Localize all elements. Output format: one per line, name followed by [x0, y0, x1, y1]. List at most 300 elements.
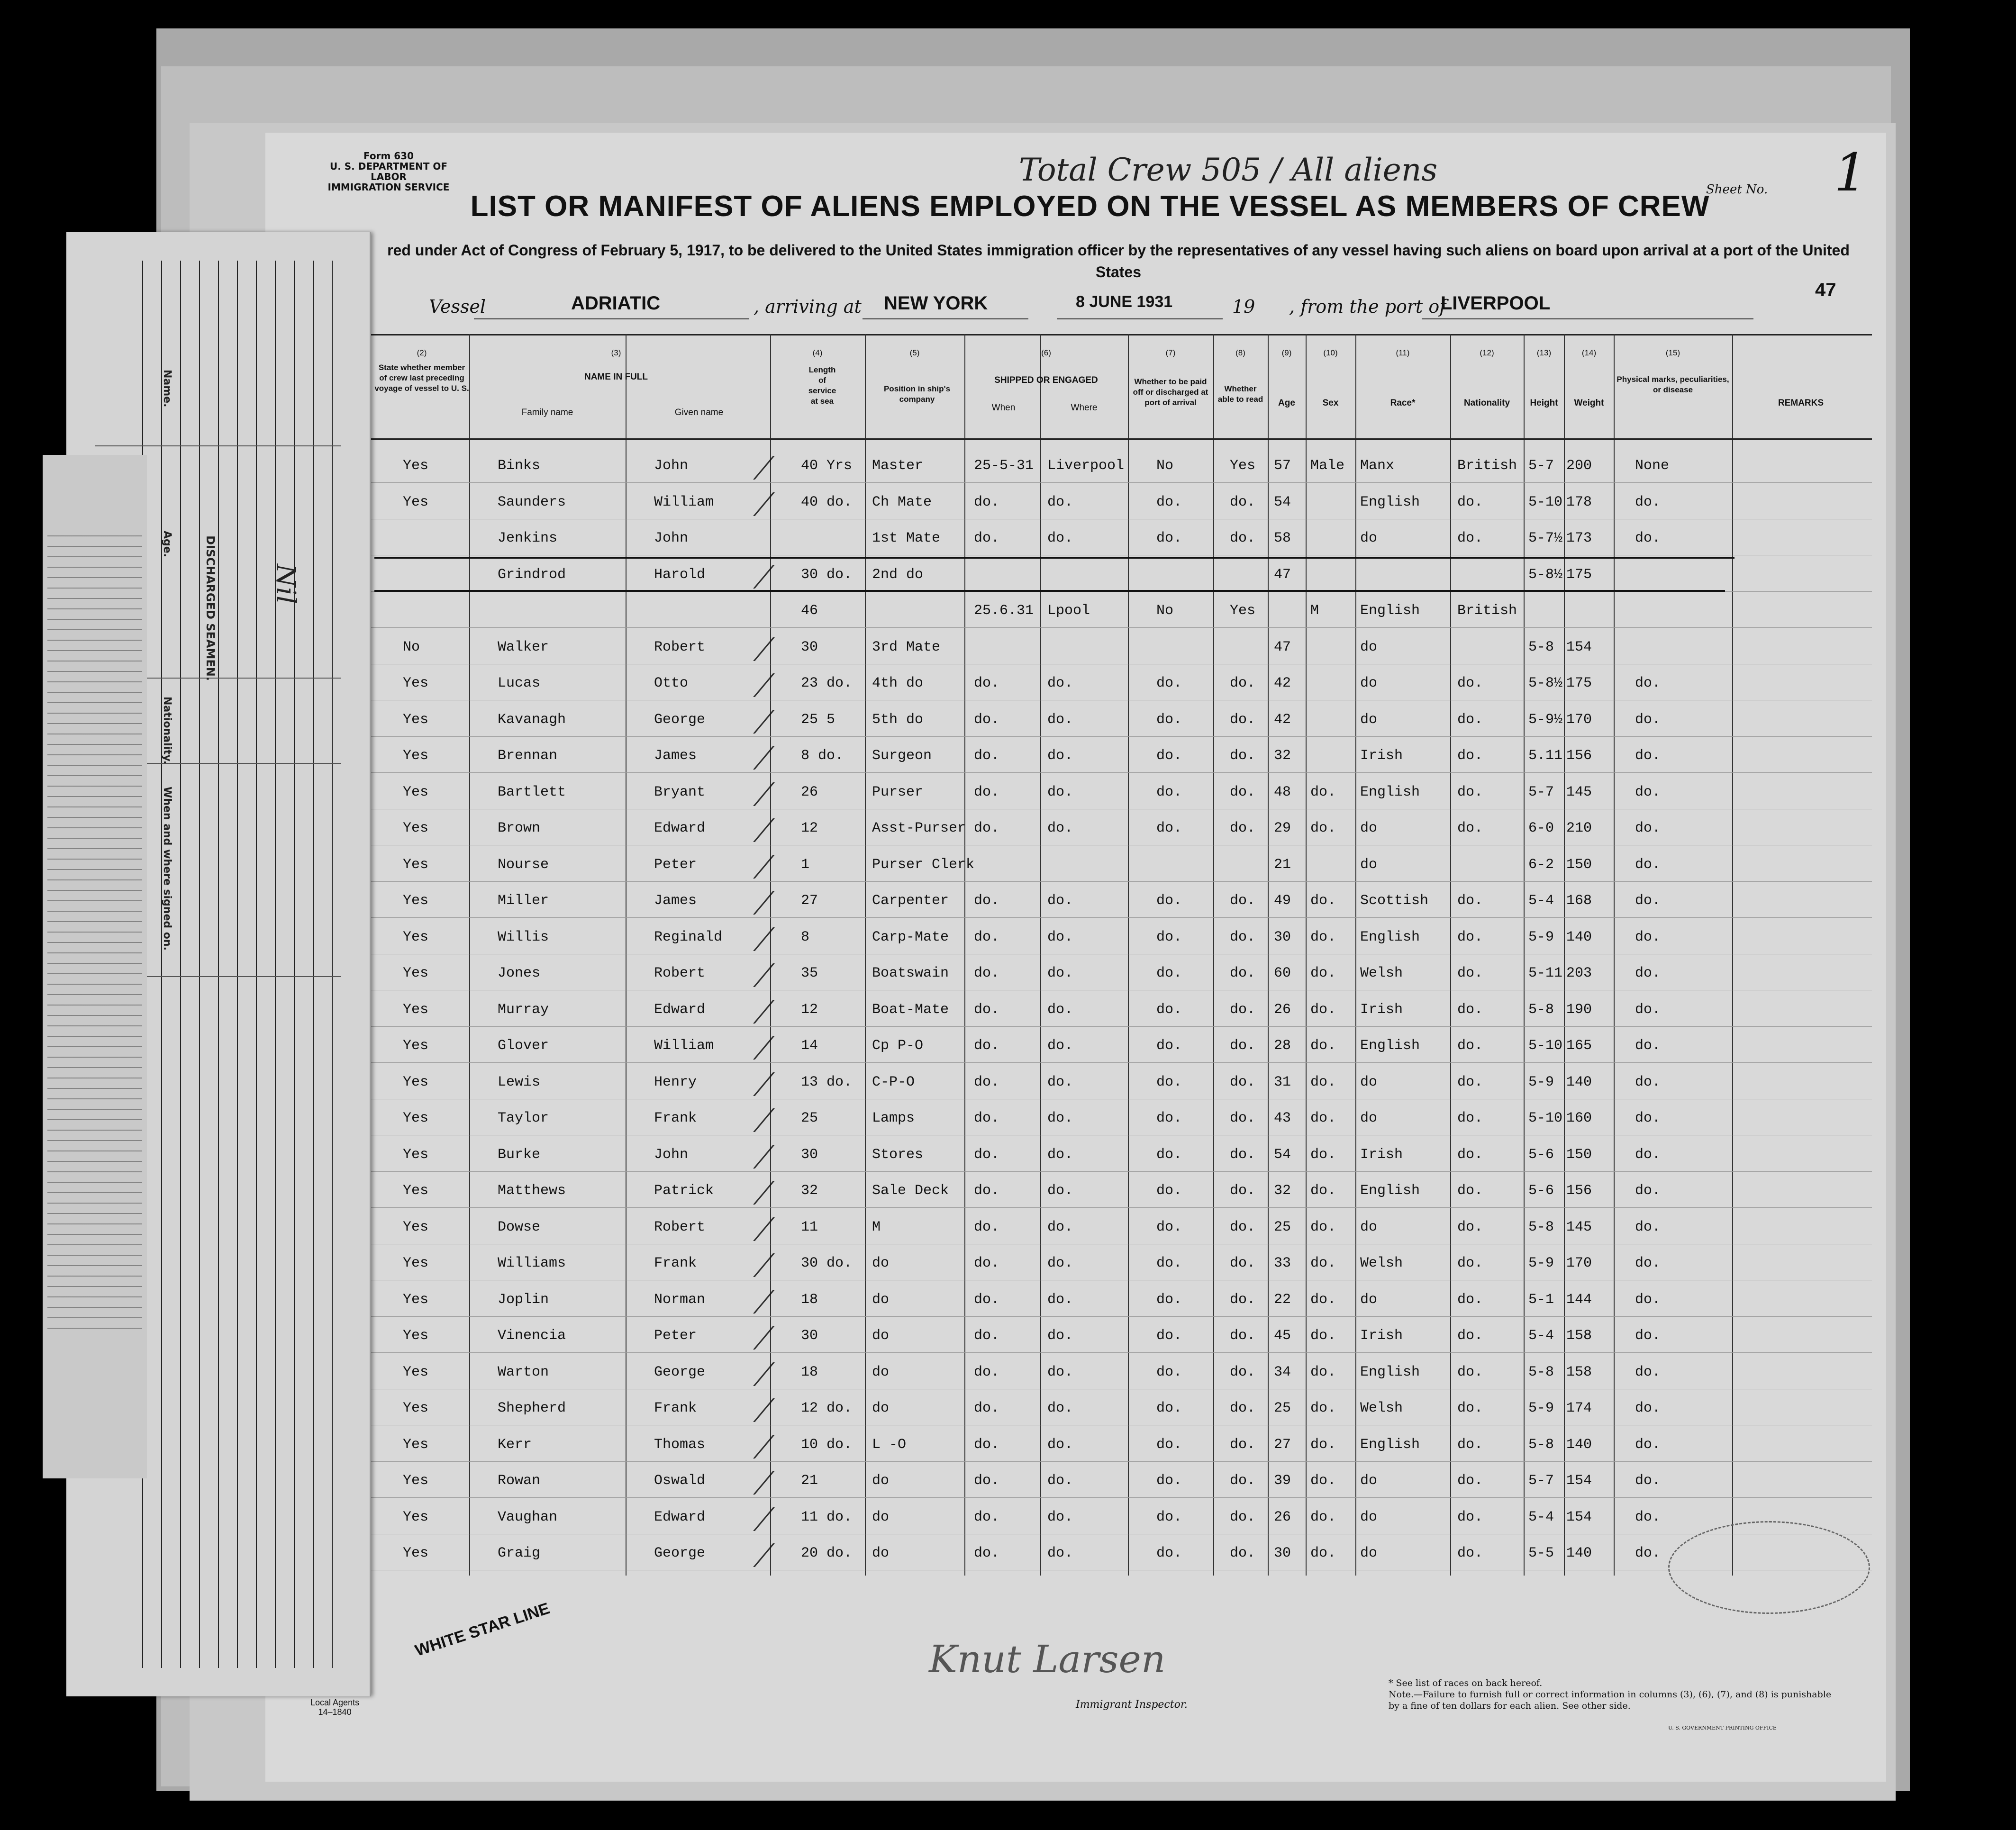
cell-height: 5-8: [1528, 1219, 1554, 1235]
cell-race: Irish: [1360, 1002, 1403, 1018]
cell-height: 5-10: [1528, 1038, 1563, 1054]
strikethrough-line: [374, 557, 1734, 559]
cell-weight: 150: [1566, 857, 1592, 873]
cell-given: George: [654, 1364, 706, 1380]
cell-position: do: [872, 1545, 890, 1561]
cell-age: 54: [1274, 494, 1291, 510]
cell-service: 10 do.: [801, 1437, 853, 1453]
cell-marks: do.: [1635, 857, 1661, 873]
cell-weight: 190: [1566, 1002, 1592, 1018]
cell-age: 32: [1274, 748, 1291, 764]
cell-weight: 165: [1566, 1038, 1592, 1054]
col-header-age: Age: [1278, 398, 1295, 408]
cell-height: 5-9: [1528, 1400, 1554, 1416]
cell-weight: 156: [1566, 748, 1592, 764]
col-header-family: Family name: [521, 408, 573, 417]
cell-read: Yes: [1230, 603, 1256, 619]
cell-paid: do.: [1156, 1545, 1182, 1561]
crew-total-note: Total Crew 505 / All aliens: [1019, 152, 1438, 188]
cell-weight: 200: [1566, 458, 1592, 474]
cell-prev: Yes: [403, 748, 429, 764]
cell-where: do.: [1047, 748, 1073, 764]
cell-read: do.: [1230, 748, 1256, 764]
cell-service: 12 do.: [801, 1400, 853, 1416]
cell-read: do.: [1230, 1255, 1256, 1271]
cell-marks: do.: [1635, 1002, 1661, 1018]
cell-where: do.: [1047, 1074, 1073, 1090]
cell-service: 1: [801, 857, 810, 873]
cell-nationality: do.: [1457, 1509, 1483, 1525]
cell-paid: do.: [1156, 820, 1182, 836]
cell-when: do.: [974, 1509, 1000, 1525]
cell-race: English: [1360, 1364, 1420, 1380]
cell-read: Yes: [1230, 458, 1256, 474]
cell-read: do.: [1230, 1038, 1256, 1054]
cell-prev: Yes: [403, 675, 429, 691]
col-num: (13): [1536, 348, 1552, 357]
cell-sex: do.: [1310, 1400, 1336, 1416]
cell-height: 5-7: [1528, 458, 1554, 474]
cell-age: 30: [1274, 929, 1291, 945]
cell-height: 5-6: [1528, 1147, 1554, 1163]
cell-paid: do.: [1156, 1255, 1182, 1271]
cell-given: Harold: [654, 567, 706, 583]
cell-race: do: [1360, 1110, 1378, 1126]
cell-service: 40 do.: [801, 494, 853, 510]
check-mark-icon: [753, 456, 832, 480]
cell-weight: 174: [1566, 1400, 1592, 1416]
cell-prev: Yes: [403, 1183, 429, 1199]
cell-age: 31: [1274, 1074, 1291, 1090]
cell-given: George: [654, 712, 706, 728]
column-rule: [313, 261, 314, 1668]
check-mark-icon: [753, 1290, 832, 1314]
cell-nationality: do.: [1457, 1255, 1483, 1271]
cell-paid: do.: [1156, 1219, 1182, 1235]
cell-given: Edward: [654, 820, 706, 836]
cell-family: Shepherd: [498, 1400, 566, 1416]
cell-prev: Yes: [403, 1364, 429, 1380]
cell-family: Williams: [498, 1255, 566, 1271]
cell-age: 48: [1274, 784, 1291, 800]
check-mark-icon: [753, 710, 832, 734]
cell-read: do.: [1230, 1328, 1256, 1344]
cell-weight: 158: [1566, 1364, 1592, 1380]
cell-position: Master: [872, 458, 924, 474]
cell-paid: do.: [1156, 530, 1182, 546]
cell-height: 5-8: [1528, 1364, 1554, 1380]
cell-where: do.: [1047, 1509, 1073, 1525]
cell-nationality: do.: [1457, 1183, 1483, 1199]
cell-marks: do.: [1635, 784, 1661, 800]
cell-when: do.: [974, 494, 1000, 510]
cell-age: 26: [1274, 1509, 1291, 1525]
cell-position: do: [872, 1509, 890, 1525]
cell-position: 1st Mate: [872, 530, 941, 546]
cell-when: do.: [974, 1328, 1000, 1344]
cell-weight: 144: [1566, 1292, 1592, 1308]
cell-given: Edward: [654, 1509, 706, 1525]
form-number: Form 630: [363, 150, 414, 162]
cell-service: 12: [801, 820, 818, 836]
cell-where: do.: [1047, 675, 1073, 691]
cell-given: Otto: [654, 675, 689, 691]
cell-height: 5-7: [1528, 1473, 1554, 1489]
cell-height: 5-9: [1528, 1074, 1554, 1090]
cell-race: do: [1360, 857, 1378, 873]
cell-sex: do.: [1310, 1437, 1336, 1453]
cell-given: Norman: [654, 1292, 706, 1308]
cell-race: Irish: [1360, 1328, 1403, 1344]
cell-service: 30 do.: [801, 1255, 853, 1271]
cell-marks: do.: [1635, 820, 1661, 836]
cell-marks: do.: [1635, 1110, 1661, 1126]
local-agents-text: Local Agents: [310, 1698, 360, 1707]
cell-read: do.: [1230, 1509, 1256, 1525]
underline: [1057, 318, 1223, 319]
cell-position: C-P-O: [872, 1074, 915, 1090]
cell-sex: do.: [1310, 1219, 1336, 1235]
check-mark-icon: [753, 1507, 832, 1531]
cell-read: do.: [1230, 820, 1256, 836]
column-rule: [218, 261, 219, 1668]
cell-marks: do.: [1635, 712, 1661, 728]
cell-height: 6-0: [1528, 820, 1554, 836]
cell-age: 57: [1274, 458, 1291, 474]
cell-when: do.: [974, 675, 1000, 691]
cell-prev: No: [403, 639, 420, 655]
cell-height: 5-4: [1528, 1328, 1554, 1344]
cell-when: do.: [974, 1255, 1000, 1271]
check-mark-icon: [753, 1072, 832, 1096]
cell-height: 5-8: [1528, 1002, 1554, 1018]
cell-family: Lucas: [498, 675, 541, 691]
cell-family: Burke: [498, 1147, 541, 1163]
cell-weight: 140: [1566, 1074, 1592, 1090]
cell-weight: 175: [1566, 675, 1592, 691]
cell-race: do: [1360, 1292, 1378, 1308]
cell-age: 30: [1274, 1545, 1291, 1561]
cell-prev: Yes: [403, 1074, 429, 1090]
vessel-name: ADRIATIC: [571, 293, 661, 314]
cell-race: English: [1360, 1038, 1420, 1054]
check-mark-icon: [753, 818, 832, 842]
arrival-date: 8 JUNE 1931: [1076, 293, 1173, 311]
cell-family: Bartlett: [498, 784, 566, 800]
col-header-name: NAME IN FULL: [584, 372, 648, 382]
cell-age: 39: [1274, 1473, 1291, 1489]
cell-family: Taylor: [498, 1110, 549, 1126]
cell-nationality: do.: [1457, 1364, 1483, 1380]
cell-service: 18: [801, 1292, 818, 1308]
cell-when: do.: [974, 1147, 1000, 1163]
cell-weight: 140: [1566, 1545, 1592, 1561]
cell-nationality: do.: [1457, 675, 1483, 691]
cell-nationality: do.: [1457, 1219, 1483, 1235]
cell-given: John: [654, 458, 689, 474]
column-rule: [275, 261, 276, 1668]
cell-marks: do.: [1635, 1437, 1661, 1453]
cell-paid: do.: [1156, 1328, 1182, 1344]
cell-height: 5-9½: [1528, 712, 1563, 728]
cell-marks: do.: [1635, 965, 1661, 981]
cell-where: do.: [1047, 1147, 1073, 1163]
cell-prev: Yes: [403, 712, 429, 728]
cell-given: Frank: [654, 1110, 697, 1126]
cell-marks: do.: [1635, 494, 1661, 510]
cell-service: 12: [801, 1002, 818, 1018]
cell-nationality: do.: [1457, 1437, 1483, 1453]
cell-read: do.: [1230, 530, 1256, 546]
cell-service: 30 do.: [801, 567, 853, 583]
cell-height: 5-8½: [1528, 675, 1563, 691]
cell-given: William: [654, 1038, 714, 1054]
cell-position: Asst-Purser: [872, 820, 966, 836]
cell-age: 28: [1274, 1038, 1291, 1054]
cell-prev: Yes: [403, 458, 429, 474]
cell-read: do.: [1230, 675, 1256, 691]
cell-when: do.: [974, 1183, 1000, 1199]
cell-weight: 154: [1566, 1473, 1592, 1489]
column-rule: [180, 261, 181, 1668]
cell-race: Manx: [1360, 458, 1395, 474]
column-rule: [161, 261, 162, 1668]
cell-read: do.: [1230, 1437, 1256, 1453]
cell-race: Scottish: [1360, 893, 1429, 909]
check-mark-icon: [753, 927, 832, 951]
page-subtitle: red under Act of Congress of February 5, 1917, to be delivered to the United States immigration officer by the representatives of any vessel having such aliens on board upon arrival at a port of the United States: [387, 242, 1850, 281]
cell-where: do.: [1047, 1219, 1073, 1235]
cell-nationality: do.: [1457, 1147, 1483, 1163]
cell-race: Irish: [1360, 748, 1403, 764]
cell-prev: Yes: [403, 1437, 429, 1453]
round-stamp: [1668, 1521, 1870, 1614]
cell-given: Robert: [654, 965, 706, 981]
cell-position: do: [872, 1292, 890, 1308]
cell-when: do.: [974, 712, 1000, 728]
cell-family: Jenkins: [498, 530, 558, 546]
cell-when: do.: [974, 1110, 1000, 1126]
cell-read: do.: [1230, 1074, 1256, 1090]
cell-nationality: do.: [1457, 1545, 1483, 1561]
cell-weight: 210: [1566, 820, 1592, 836]
cell-sex: do.: [1310, 1002, 1336, 1018]
cell-where: do.: [1047, 494, 1073, 510]
cell-family: Kerr: [498, 1437, 532, 1453]
cell-family: Nourse: [498, 857, 549, 873]
col-header-position: Position in ship's company: [883, 384, 951, 404]
check-mark-icon: [753, 855, 832, 879]
cell-sex: do.: [1310, 929, 1336, 945]
cell-nationality: do.: [1457, 1110, 1483, 1126]
cell-race: Welsh: [1360, 965, 1403, 981]
cell-sex: do.: [1310, 1074, 1336, 1090]
footnote: [1389, 1677, 1843, 1712]
cell-where: Liverpool: [1047, 458, 1125, 474]
cell-weight: 145: [1566, 1219, 1592, 1235]
cell-nationality: do.: [1457, 1328, 1483, 1344]
cell-prev: Yes: [403, 1147, 429, 1163]
page-number: 47: [1815, 280, 1836, 300]
cell-age: 42: [1274, 675, 1291, 691]
cell-sex: do.: [1310, 1183, 1336, 1199]
cell-sex: do.: [1310, 1364, 1336, 1380]
cell-weight: 150: [1566, 1147, 1592, 1163]
penalty-note: Note.—Failure to furnish full or correct information in columns (3), (6), (7), and (8) is punishable by a fine of ten dollars for each alien. See other side.: [1389, 1689, 1832, 1711]
cell-family: Kavanagh: [498, 712, 566, 728]
cell-service: 25 5: [801, 712, 835, 728]
cell-where: do.: [1047, 1328, 1073, 1344]
check-mark-icon: [753, 565, 832, 589]
cell-given: Peter: [654, 857, 697, 873]
cell-given: Bryant: [654, 784, 706, 800]
cell-prev: Yes: [403, 1473, 429, 1489]
cell-when: do.: [974, 929, 1000, 945]
inspector-signature: Knut Larsen: [929, 1637, 1166, 1681]
cell-position: 2nd do: [872, 567, 924, 583]
cell-nationality: do.: [1457, 929, 1483, 945]
cell-race: do: [1360, 675, 1378, 691]
underline: [863, 318, 1028, 319]
cell-family: Warton: [498, 1364, 549, 1380]
cell-paid: do.: [1156, 1002, 1182, 1018]
cell-read: do.: [1230, 893, 1256, 909]
cell-service: 8: [801, 929, 810, 945]
cell-age: 49: [1274, 893, 1291, 909]
cell-prev: Yes: [403, 965, 429, 981]
cell-nationality: do.: [1457, 1038, 1483, 1054]
local-agents-code: 14–1840: [318, 1707, 352, 1717]
cell-given: George: [654, 1545, 706, 1561]
cell-given: Oswald: [654, 1473, 706, 1489]
cell-age: 47: [1274, 639, 1291, 655]
cell-service: 30: [801, 639, 818, 655]
slip-nationality-label: Nationality.: [161, 697, 173, 765]
cell-prev: Yes: [403, 1255, 429, 1271]
cell-sex: do.: [1310, 1545, 1336, 1561]
cell-prev: Yes: [403, 1110, 429, 1126]
vessel-label: Vessel: [429, 296, 486, 317]
cell-service: 8 do.: [801, 748, 844, 764]
cell-paid: do.: [1156, 893, 1182, 909]
cell-family: Binks: [498, 458, 541, 474]
cell-weight: 140: [1566, 1437, 1592, 1453]
cell-age: 21: [1274, 857, 1291, 873]
cell-when: do.: [974, 1292, 1000, 1308]
cell-given: James: [654, 748, 697, 764]
cell-family: Glover: [498, 1038, 549, 1054]
cell-family: Miller: [498, 893, 549, 909]
check-mark-icon: [753, 673, 832, 697]
cell-marks: do.: [1635, 530, 1661, 546]
cell-service: 26: [801, 784, 818, 800]
cell-weight: 203: [1566, 965, 1592, 981]
cell-family: Vinencia: [498, 1328, 566, 1344]
cell-paid: do.: [1156, 1292, 1182, 1308]
col-header-paid-off: Whether to be paid off or discharged at port of arrival: [1133, 377, 1208, 407]
cell-weight: 140: [1566, 929, 1592, 945]
cell-where: do.: [1047, 820, 1073, 836]
col-header-height: Height: [1530, 398, 1558, 408]
strikethrough-line: [374, 590, 1725, 592]
check-mark-icon: [753, 1362, 832, 1386]
check-mark-icon: [753, 891, 832, 915]
col-header-service: Length of service at sea: [808, 365, 836, 406]
cell-prev: Yes: [403, 1038, 429, 1054]
cell-weight: 168: [1566, 893, 1592, 909]
col-num: (11): [1396, 348, 1410, 357]
cell-race: do: [1360, 1545, 1378, 1561]
cell-position: 3rd Mate: [872, 639, 941, 655]
cell-age: 60: [1274, 965, 1291, 981]
check-mark-icon: [753, 1253, 832, 1277]
cell-nationality: do.: [1457, 1400, 1483, 1416]
cell-height: 5-7: [1528, 784, 1554, 800]
cell-position: 4th do: [872, 675, 924, 691]
cell-paid: do.: [1156, 1400, 1182, 1416]
col-num: (8): [1235, 348, 1245, 357]
cell-paid: do.: [1156, 1437, 1182, 1453]
cell-given: William: [654, 494, 714, 510]
check-mark-icon: [753, 1543, 832, 1567]
cell-paid: do.: [1156, 784, 1182, 800]
cell-family: Saunders: [498, 494, 566, 510]
cell-height: 5-6: [1528, 1183, 1554, 1199]
cell-service: 32: [801, 1183, 818, 1199]
cell-when: do.: [974, 784, 1000, 800]
cell-read: do.: [1230, 1110, 1256, 1126]
cell-position: Stores: [872, 1147, 924, 1163]
cell-height: 5-4: [1528, 893, 1554, 909]
cell-weight: 175: [1566, 567, 1592, 583]
cell-position: do: [872, 1328, 890, 1344]
cell-paid: do.: [1156, 1038, 1182, 1054]
check-mark-icon: [753, 1108, 832, 1132]
underline: [474, 318, 749, 319]
cell-position: do: [872, 1400, 890, 1416]
cell-marks: do.: [1635, 1255, 1661, 1271]
cell-race: do: [1360, 1509, 1378, 1525]
check-mark-icon: [753, 1435, 832, 1459]
cell-where: do.: [1047, 1364, 1073, 1380]
cell-weight: 145: [1566, 784, 1592, 800]
column-rule: [332, 261, 333, 1668]
arriving-label: , arriving at: [754, 296, 862, 317]
cell-service: 46: [801, 603, 818, 619]
cell-race: English: [1360, 1183, 1420, 1199]
department-name: U. S. DEPARTMENT OF LABOR: [329, 161, 448, 182]
slip-title: DISCHARGED SEAMEN.: [204, 535, 217, 681]
cell-marks: do.: [1635, 1509, 1661, 1525]
check-mark-icon: [753, 1000, 832, 1024]
cell-prev: Yes: [403, 1545, 429, 1561]
cell-where: do.: [1047, 784, 1073, 800]
cell-marks: do.: [1635, 1328, 1661, 1344]
cell-paid: No: [1156, 458, 1174, 474]
cell-marks: do.: [1635, 1183, 1661, 1199]
cell-sex: do.: [1310, 1255, 1336, 1271]
cell-age: 34: [1274, 1364, 1291, 1380]
cell-paid: do.: [1156, 965, 1182, 981]
col-num: (4): [812, 348, 823, 357]
col-header-weight: Weight: [1574, 398, 1604, 408]
cell-nationality: do.: [1457, 820, 1483, 836]
cell-given: Robert: [654, 1219, 706, 1235]
cell-sex: do.: [1310, 1292, 1336, 1308]
cell-marks: do.: [1635, 675, 1661, 691]
cell-when: 25-5-31: [974, 458, 1034, 474]
folded-instruction-slip: [43, 455, 147, 1478]
